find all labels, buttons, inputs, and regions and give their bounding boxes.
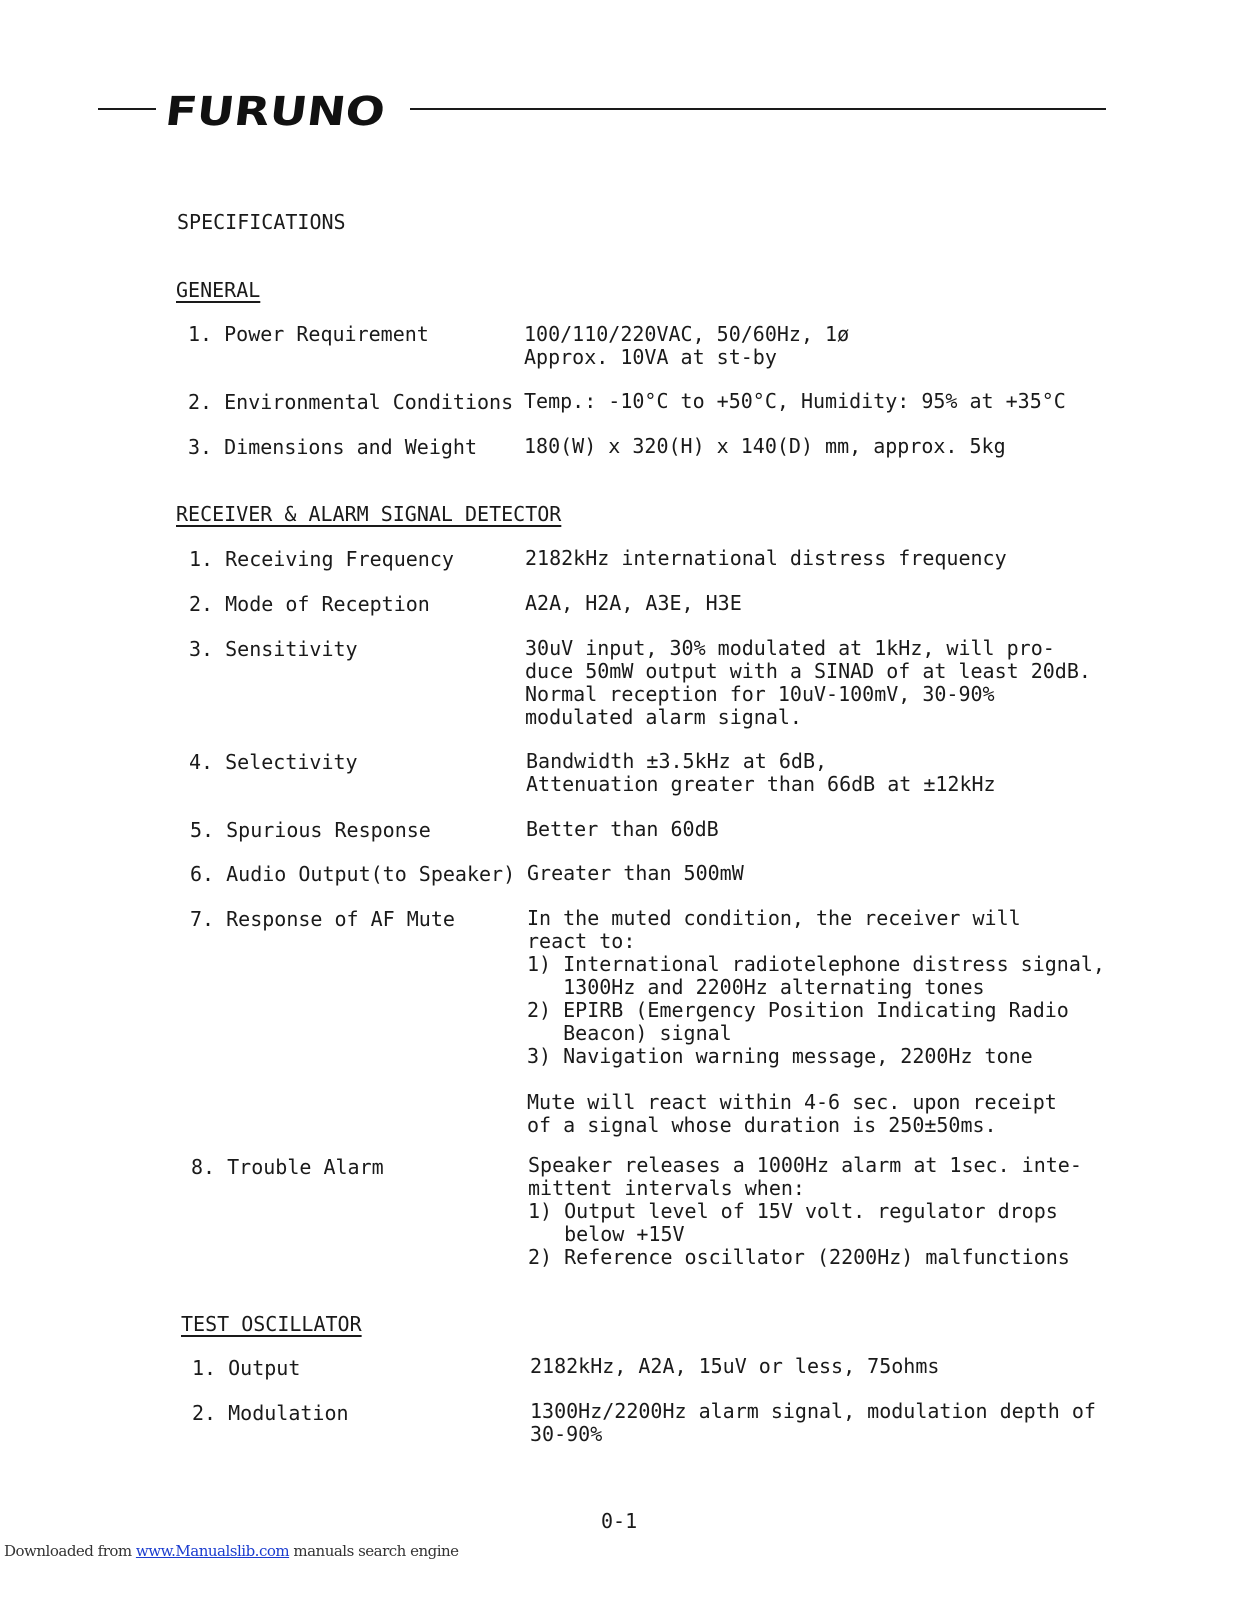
spec-value: In the muted condition, the receiver will react to: 1) International radiotelephone distress signal, 1300Hz and 2200Hz alternating tones 2) EPIRB (Emergency Position Indicating Radio Beacon) signal 3) Navigation warning message, 2200Hz tone Mute will react within 4-6 sec. upon receipt of a signal whose duration is 250±50ms.	[527, 906, 1105, 1137]
section-heading-test-oscillator: TEST OSCILLATOR	[181, 1312, 362, 1336]
spec-label: 1. Receiving Frequency	[189, 547, 454, 571]
spec-label: 7. Response of AF Mute	[190, 907, 455, 931]
spec-value: Temp.: -10°C to +50°C, Humidity: 95% at +35°C	[524, 389, 1066, 413]
spec-label: 8. Trouble Alarm	[191, 1155, 384, 1179]
spec-label: 3. Dimensions and Weight	[188, 435, 477, 459]
spec-value: 2182kHz, A2A, 15uV or less, 75ohms	[530, 1354, 940, 1378]
spec-value: 2182kHz international distress frequency	[525, 546, 1007, 570]
download-footer	[4, 1542, 459, 1560]
spec-value: A2A, H2A, A3E, H3E	[525, 591, 742, 615]
page-title: SPECIFICATIONS	[177, 210, 346, 234]
manualslib-link[interactable]: www.Manualslib.com	[135, 1542, 290, 1560]
spec-value: 100/110/220VAC, 50/60Hz, 1ø Approx. 10VA at st-by	[524, 322, 850, 369]
spec-value: 30uV input, 30% modulated at 1kHz, will pro- duce 50mW output with a SINAD of at least 20dB. Normal reception for 10uV-100mV, 30-90% modulated alarm signal.	[525, 636, 1091, 729]
spec-label: 5. Spurious Response	[190, 818, 431, 842]
spec-value: 180(W) x 320(H) x 140(D) mm, approx. 5kg	[524, 434, 1006, 458]
spec-label: 1. Output	[192, 1356, 301, 1380]
spec-value: Greater than 500mW	[527, 861, 744, 885]
spec-value: Speaker releases a 1000Hz alarm at 1sec. inte- mittent intervals when: 1) Output level of 15V volt. regulator drops below +15V 2) Reference oscillator (2200Hz) malfunctions	[528, 1153, 1082, 1269]
section-heading-receiver: RECEIVER & ALARM SIGNAL DETECTOR	[176, 502, 562, 526]
furuno-logo: FURUNO	[162, 89, 388, 135]
spec-label: 2. Environmental Conditions	[188, 390, 514, 414]
spec-label: 2. Modulation	[192, 1401, 349, 1425]
header-rule-right	[410, 108, 1106, 110]
footer-prefix: Downloaded from	[4, 1542, 136, 1560]
spec-label: 3. Sensitivity	[189, 637, 358, 661]
spec-value: Bandwidth ±3.5kHz at 6dB, Attenuation greater than 66dB at ±12kHz	[526, 749, 996, 796]
spec-label: 6. Audio Output(to Speaker)	[190, 862, 516, 886]
header-rule-left	[98, 108, 156, 110]
spec-label: 4. Selectivity	[189, 750, 358, 774]
section-heading-general: GENERAL	[176, 278, 261, 302]
footer-suffix: manuals search engine	[289, 1542, 459, 1560]
spec-label: 1. Power Requirement	[188, 322, 429, 346]
spec-label: 2. Mode of Reception	[189, 592, 430, 616]
page-number: 0-1	[601, 1509, 638, 1533]
spec-value: 1300Hz/2200Hz alarm signal, modulation depth of 30-90%	[530, 1399, 1096, 1446]
spec-value: Better than 60dB	[526, 817, 719, 841]
